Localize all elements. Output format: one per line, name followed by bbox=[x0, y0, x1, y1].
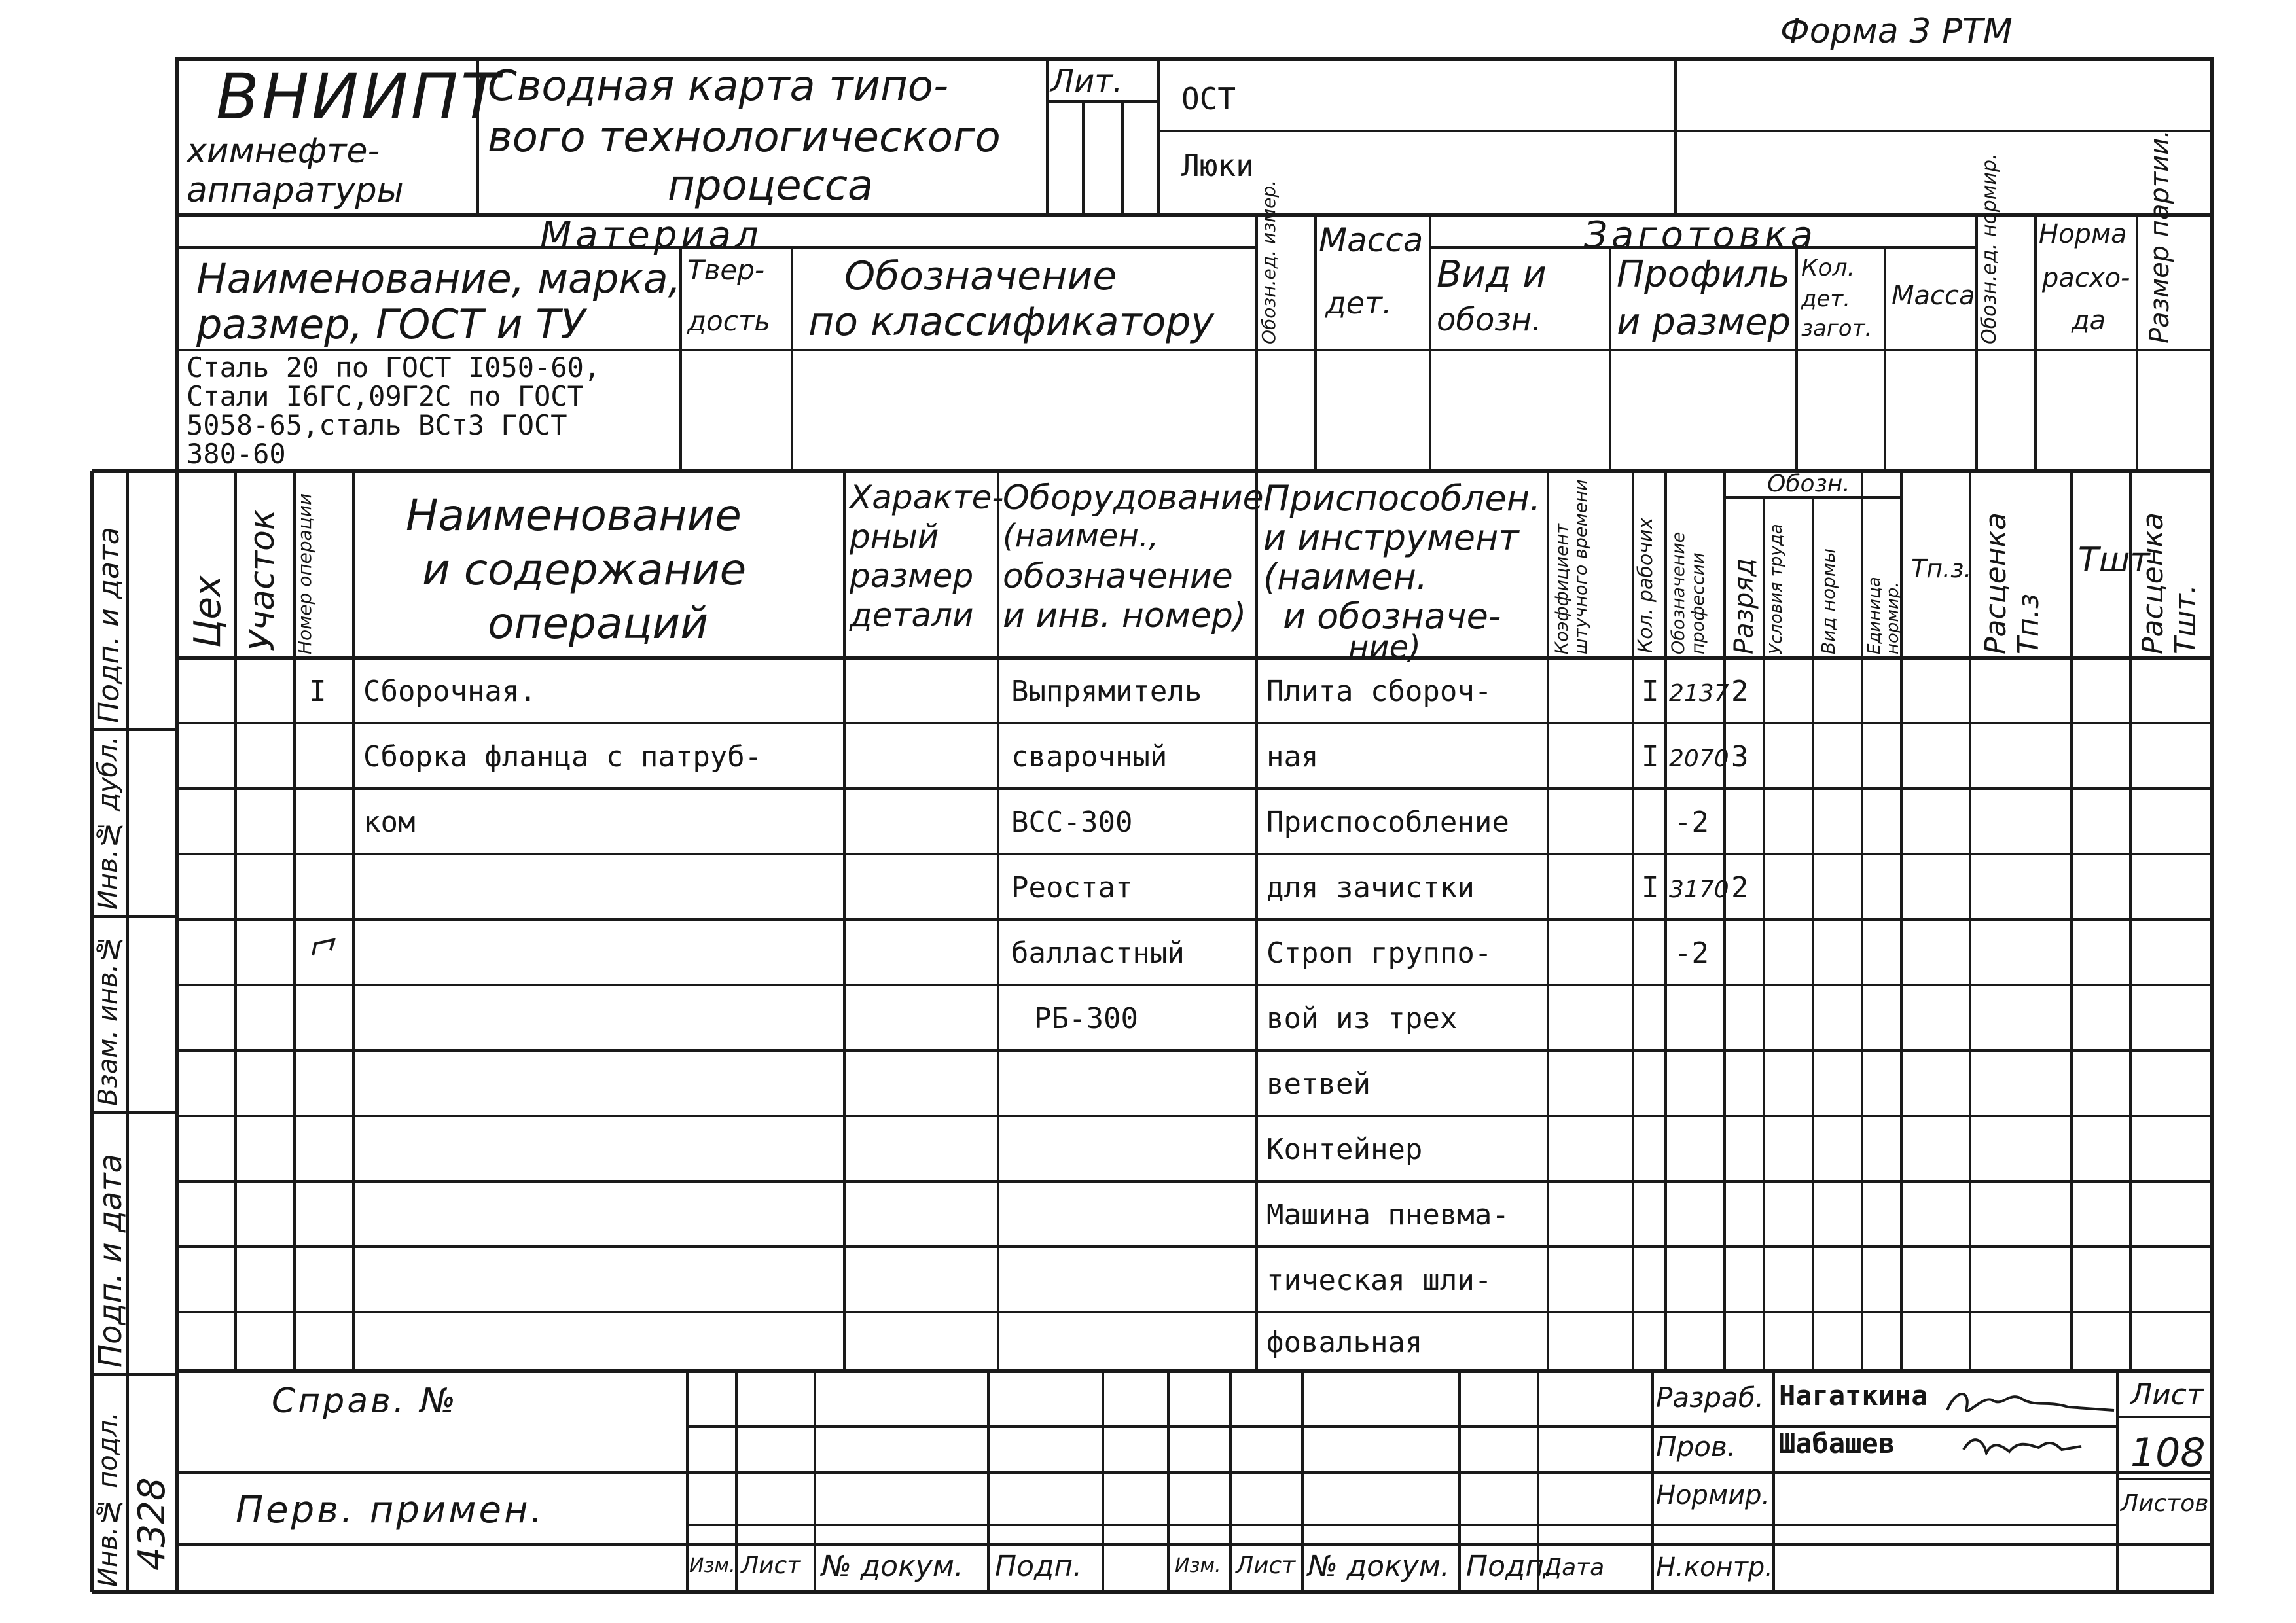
title-line-1: Сводная карта типо- bbox=[488, 62, 949, 111]
row-4-workers: I bbox=[1641, 871, 1659, 904]
material-name-l2: размер, ГОСТ и ТУ bbox=[196, 300, 585, 348]
footer-col-list2: Лист bbox=[1236, 1552, 1296, 1579]
col-coef: Коэффициент штучного времени bbox=[1552, 479, 1591, 654]
norm-l2: расхо- bbox=[2042, 263, 2130, 293]
side-dup-inv: Инв.№ дубл. bbox=[93, 736, 123, 910]
col-rate-tsht: Расценка Тшт. bbox=[2136, 512, 2202, 654]
material-name-l1: Наименование, марка, bbox=[196, 255, 681, 302]
footer-col-date: Дата bbox=[1543, 1554, 1605, 1581]
org-name: ВНИИПТ bbox=[216, 60, 502, 134]
col-grade: Разряд bbox=[1729, 558, 1759, 654]
material-unit: Обозн.ед. измер. bbox=[1258, 179, 1280, 344]
dim-l2: рный bbox=[850, 518, 939, 556]
footer-col-izm: Изм. bbox=[689, 1554, 736, 1577]
blank-kind-l2: обозн. bbox=[1437, 302, 1542, 338]
footer-nkontr: Н.контр. bbox=[1656, 1552, 1773, 1582]
mass-l1: Масса bbox=[1319, 221, 1424, 259]
blank-profile-l1: Профиль bbox=[1617, 253, 1790, 296]
material-value-l2: Стали I6ГС,09Г2С по ГОСТ bbox=[187, 380, 584, 412]
blank-qty-l1: Кол. bbox=[1801, 255, 1856, 281]
product-name: Люки bbox=[1181, 148, 1254, 183]
row-1-prof: 2137 bbox=[1669, 680, 1729, 707]
row-2-tool: ная bbox=[1266, 740, 1319, 774]
row-6-tool: вой из трех bbox=[1266, 1002, 1458, 1035]
developer-name: Нагаткина bbox=[1779, 1380, 1928, 1412]
lit-label: Лит. bbox=[1050, 63, 1123, 99]
norm-label: Нормир. bbox=[1656, 1480, 1770, 1510]
side-sign-date-2: Подп. и дата bbox=[92, 1154, 129, 1368]
org-sub1: химнефте- bbox=[187, 132, 380, 171]
footer-col-doc2: № докум. bbox=[1308, 1550, 1450, 1583]
tool-l1: Приспособлен. bbox=[1263, 478, 1541, 519]
row-1-equip: Выпрямитель bbox=[1011, 675, 1202, 708]
blank-qty-l3: загот. bbox=[1801, 315, 1873, 342]
row-6-equip: РБ-300 bbox=[1034, 1002, 1138, 1035]
tool-l4: и обозначе- bbox=[1283, 596, 1501, 637]
dim-l1: Характе- bbox=[850, 478, 1004, 516]
tool-l2: и инструмент bbox=[1263, 517, 1519, 558]
material-value-l1: Сталь 20 по ГОСТ I050-60, bbox=[187, 351, 601, 383]
row-2-grade: 3 bbox=[1731, 740, 1749, 774]
col-profession: Обозначение профессии bbox=[1668, 531, 1708, 654]
hardness-l2: дость bbox=[687, 305, 771, 337]
row-5-tool: Строп группо- bbox=[1266, 936, 1492, 970]
title-line-3: процесса bbox=[668, 162, 874, 210]
blank-profile-l2: и размер bbox=[1617, 301, 1791, 344]
row-1-grade: 2 bbox=[1731, 675, 1749, 708]
blank-section: Заготовка bbox=[1584, 214, 1817, 257]
op-name-l3: операций bbox=[488, 598, 709, 649]
footer-col-doc: № докум. bbox=[821, 1550, 963, 1583]
equip-l3: обозначение bbox=[1003, 557, 1233, 596]
row-1-text: Сборочная. bbox=[363, 675, 537, 708]
op-name-l1: Наименование bbox=[406, 490, 742, 541]
row-1-tool: Плита сбороч- bbox=[1266, 675, 1492, 708]
hardness-l1: Твер- bbox=[687, 254, 765, 286]
batch-size: Размер партии. bbox=[2145, 130, 2175, 344]
row-4-equip: Реостат bbox=[1011, 871, 1133, 904]
checker-name: Шабашев bbox=[1779, 1427, 1895, 1459]
row-2-prof: 2070 bbox=[1669, 745, 1729, 772]
blank-kind-l1: Вид и bbox=[1437, 253, 1547, 296]
equip-l2: (наимен., bbox=[1003, 518, 1159, 554]
sheet-number: 108 bbox=[2130, 1430, 2206, 1476]
side-replace-inv: Взам. инв.№ bbox=[93, 933, 123, 1106]
designation-l1: Обозначение bbox=[844, 253, 1117, 299]
col-norm-kind: Вид нормы bbox=[1818, 548, 1839, 654]
col-section: Участок bbox=[243, 509, 282, 651]
row-7-tool: ветвей bbox=[1266, 1067, 1371, 1101]
tool-l3: (наимен. bbox=[1263, 556, 1427, 597]
material-section: Материал bbox=[540, 214, 762, 257]
row-1-op: I bbox=[309, 675, 327, 708]
col-shop: Цех bbox=[187, 575, 229, 648]
material-value-l4: 380-60 bbox=[187, 438, 286, 470]
norm-l3: да bbox=[2072, 306, 2106, 336]
footer-col-podp: Подп. bbox=[995, 1550, 1083, 1583]
blank-unit: Обозн.ед. нормир. bbox=[1978, 153, 2001, 344]
side-orig-inv: Инв.№ подл. bbox=[93, 1412, 123, 1587]
col-op-no: Номер операции bbox=[294, 493, 315, 654]
row-5-equip: балластный bbox=[1011, 936, 1185, 970]
row-9-tool: Машина пневма- bbox=[1266, 1198, 1509, 1232]
col-workers: Кол. рабочих bbox=[1634, 517, 1657, 653]
ost-label: ОСТ bbox=[1181, 81, 1236, 116]
row-2-workers: I bbox=[1641, 740, 1659, 774]
ref-no: Справ. № bbox=[272, 1382, 458, 1421]
tool-l5: ние) bbox=[1348, 629, 1421, 666]
row-3-text: ком bbox=[363, 806, 416, 839]
form-label: Форма 3 РТМ bbox=[1780, 12, 2013, 51]
row-4-prof: 3170 bbox=[1669, 876, 1729, 903]
developed-label: Разраб. bbox=[1656, 1382, 1765, 1414]
row-3-equip: ВСС-300 bbox=[1011, 806, 1133, 839]
row-11-tool: фовальная bbox=[1266, 1326, 1423, 1359]
side-inv-number: 4328 bbox=[131, 1477, 173, 1571]
row-2-text: Сборка фланца с патруб- bbox=[363, 740, 762, 774]
sheet-label: Лист bbox=[2130, 1378, 2204, 1412]
row-4-tool: для зачистки bbox=[1266, 871, 1475, 904]
col-work-conditions: Условия труда bbox=[1767, 524, 1786, 654]
equip-l4: и инв. номер) bbox=[1003, 596, 1247, 635]
row-2-equip: сварочный bbox=[1011, 740, 1168, 774]
footer-col-podp2: Подп. bbox=[1466, 1550, 1554, 1583]
col-tsht: Тшт bbox=[2078, 541, 2150, 580]
op-name-l2: и содержание bbox=[422, 544, 747, 595]
row-3-tool: Приспособление bbox=[1266, 806, 1509, 839]
col-rate-tpz: Расценка Тп.з bbox=[1979, 512, 2045, 654]
mass-l2: дет. bbox=[1325, 285, 1392, 321]
footer-col-list: Лист bbox=[741, 1552, 801, 1579]
col-designation: Обозн. bbox=[1767, 471, 1850, 497]
dim-l3: размер bbox=[850, 557, 974, 595]
col-norm-unit: Единица нормир. bbox=[1865, 577, 1903, 654]
side-sign-date-1: Подп. и дата bbox=[92, 527, 126, 723]
row-1-workers: I bbox=[1641, 675, 1659, 708]
row-8-tool: Контейнер bbox=[1266, 1133, 1423, 1166]
sheets-label: Листов bbox=[2121, 1490, 2209, 1517]
first-use: Перв. примен. bbox=[236, 1489, 545, 1531]
footer-col-izm2: Изм. bbox=[1175, 1554, 1221, 1577]
blank-mass: Масса bbox=[1892, 281, 1975, 311]
blank-qty-l2: дет. bbox=[1801, 286, 1851, 312]
row-5-prof: -2 bbox=[1674, 936, 1709, 970]
title-line-2: вого технологического bbox=[488, 113, 1001, 162]
designation-l2: по классификатору bbox=[808, 299, 1214, 345]
org-sub2: аппаратуры bbox=[187, 171, 404, 210]
norm-l1: Норма bbox=[2039, 219, 2127, 249]
checked-label: Пров. bbox=[1656, 1431, 1736, 1463]
col-tpz: Тп.з. bbox=[1911, 554, 1972, 583]
row-4-grade: 2 bbox=[1731, 871, 1749, 904]
equip-l1: Оборудование bbox=[1003, 478, 1264, 518]
row-3-prof: -2 bbox=[1674, 806, 1709, 839]
material-value-l3: 5058-65,сталь ВСт3 ГОСТ bbox=[187, 409, 567, 441]
row-10-tool: тическая шли- bbox=[1266, 1264, 1492, 1297]
dim-l4: детали bbox=[850, 596, 974, 634]
